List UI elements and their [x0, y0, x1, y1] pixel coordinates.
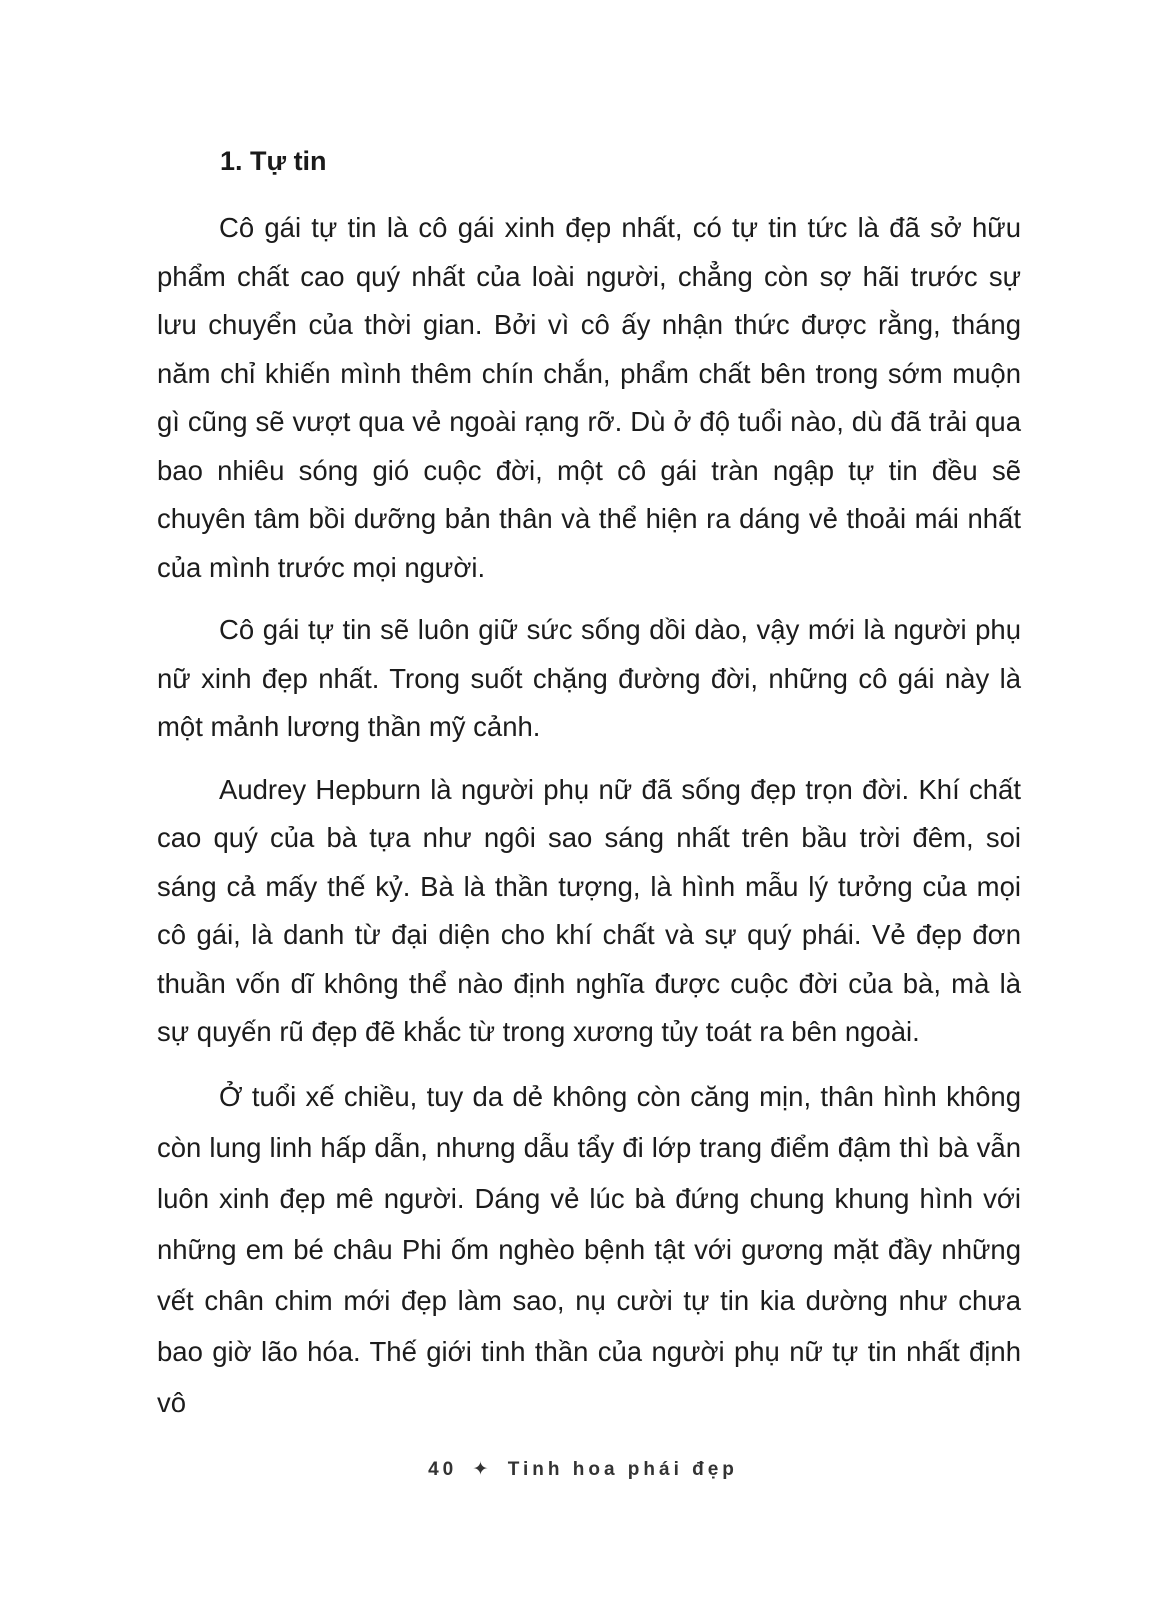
paragraph-3: Audrey Hepburn là người phụ nữ đã sống đẹp trọn đời. Khí chất cao quý của bà tựa như ngôi sao sáng nhất trên bầu trời đêm, soi sáng cả mấy thế kỷ. Bà là thần tượng, là hình mẫu lý tưởng của mọi cô gái, là danh từ đại diện cho khí chất và sự quý phái. Vẻ đẹp đơn thuần vốn dĩ không thể nào định nghĩa được cuộc đời của bà, mà là sự quyến rũ đẹp đẽ khắc từ trong xương tủy toát ra bên ngoài.: [157, 773, 1021, 1047]
paragraph-1: Cô gái tự tin là cô gái xinh đẹp nhất, có tự tin tức là đã sở hữu phẩm chất cao quý nhất của loài người, chẳng còn sợ hãi trước sự lưu chuyển của thời gian. Bởi vì cô ấy nhận thức được rằng, tháng năm chỉ khiến mình thêm chín chắn, phẩm chất bên trong sớm muộn gì cũng sẽ vượt qua vẻ ngoài rạng rỡ. Dù ở độ tuổi nào, dù đã trải qua bao nhiêu sóng gió cuộc đời, một cô gái tràn ngập tự tin đều sẽ chuyên tâm bồi dưỡng bản thân và thể hiện ra dáng vẻ thoải mái nhất của mình trước mọi người.: [157, 212, 1021, 583]
book-title: Tinh hoa phái đẹp: [507, 1459, 738, 1480]
paragraph-2: Cô gái tự tin sẽ luôn giữ sức sống dồi dào, vậy mới là người phụ nữ xinh đẹp nhất. Trong suốt chặng đường đời, những cô gái này là một mảnh lương thần mỹ cảnh.: [157, 614, 1021, 742]
page-footer: [0, 1458, 1166, 1481]
page-number: 40: [428, 1459, 458, 1480]
body-text: [157, 204, 1021, 1442]
paragraph-4: Ở tuổi xế chiều, tuy da dẻ không còn căng mịn, thân hình không còn lung linh hấp dẫn, nhưng dẫu tẩy đi lớp trang điểm đậm thì bà vẫn luôn xinh đẹp mê người. Dáng vẻ lúc bà đứng chung khung hình với những em bé châu Phi ốm nghèo bệnh tật với gương mặt đầy những vết chân chim mới đẹp làm sao, nụ cười tự tin kia dường như chưa bao giờ lão hóa. Thế giới tinh thần của người phụ nữ tự tin nhất định vô: [157, 1080, 1021, 1418]
section-heading: 1. Tự tin: [220, 146, 327, 176]
separator-icon: ✦: [472, 1459, 493, 1480]
